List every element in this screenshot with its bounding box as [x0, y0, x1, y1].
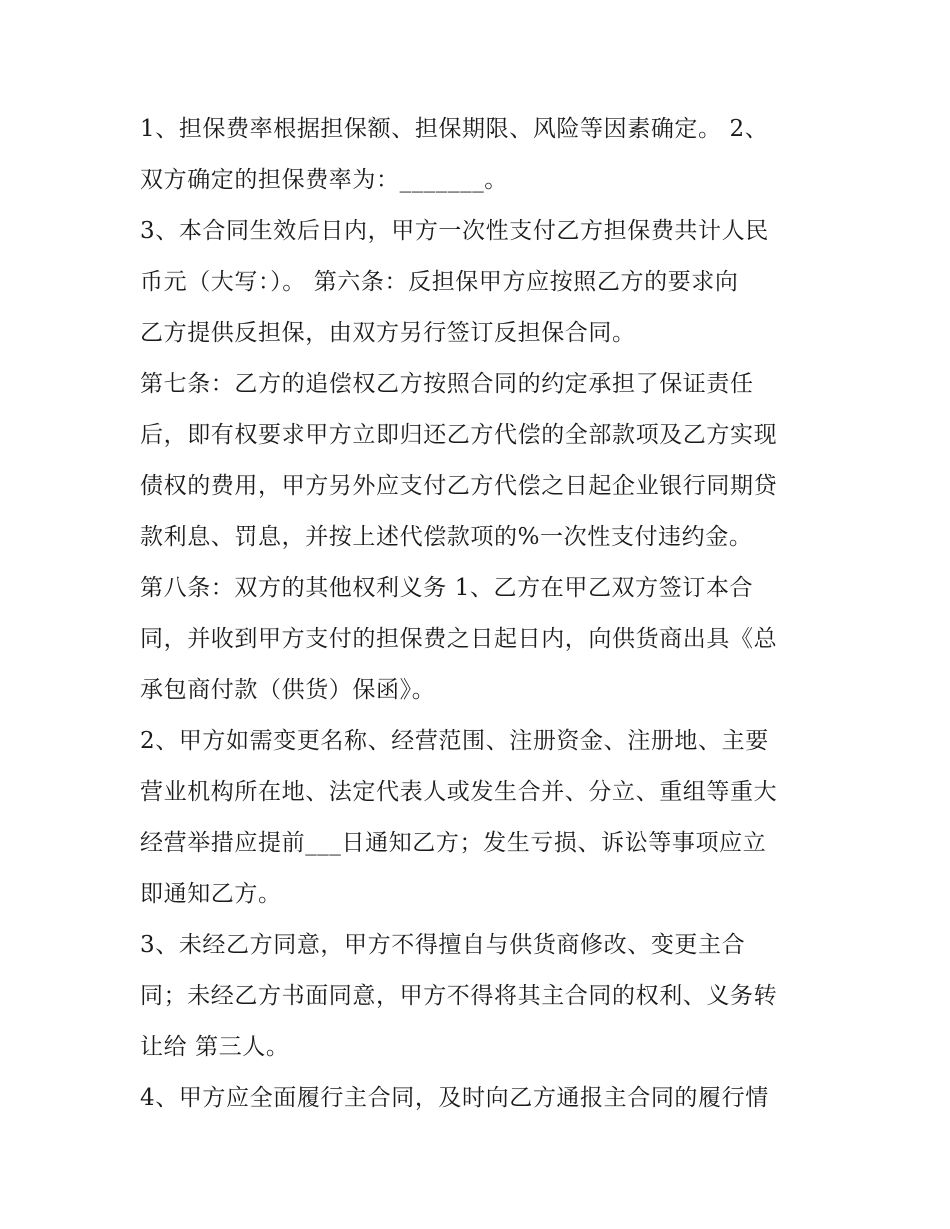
text-line: 款利息、罚息，并按上述代偿款项的%一次性支付违约金。 — [140, 524, 753, 550]
text-line: 同；未经乙方书面同意，甲方不得将其主合同的权利、义务转 — [140, 983, 778, 1009]
text-line: 后，即有权要求甲方立即归还乙方代偿的全部款项及乙方实现 — [140, 422, 778, 448]
text-line: 第八条：双方的其他权利义务 1、乙方在甲乙双方签订本合 — [140, 575, 754, 601]
text-line: 4、甲方应全面履行主合同，及时向乙方通报主合同的履行情 — [140, 1085, 769, 1111]
text-line: 3、未经乙方同意，甲方不得擅自与供货商修改、变更主合 — [140, 932, 746, 958]
text-line: 经营举措应提前___日通知乙方；发生亏损、诉讼等事项应立 — [140, 830, 767, 856]
text-line: 债权的费用，甲方另外应支付乙方代偿之日起企业银行同期贷 — [140, 473, 778, 499]
text-line: 3、本合同生效后日内，甲方一次性支付乙方担保费共计人民 — [140, 218, 769, 244]
text-line: 2、甲方如需变更名称、经营范围、注册资金、注册地、主要 — [140, 728, 769, 754]
text-line: 第七条：乙方的追偿权乙方按照合同的约定承担了保证责任 — [140, 371, 754, 397]
text-line: 乙方提供反担保，由双方另行签订反担保合同。 — [140, 320, 636, 346]
text-line: 1、担保费率根据担保额、担保期限、风险等因素确定。 2、 — [140, 116, 769, 142]
document-body — [140, 104, 820, 1124]
text-line: 同，并收到甲方支付的担保费之日起日内，向供货商出具《总 — [140, 626, 778, 652]
text-line: 币元（大写：）。 第六条：反担保甲方应按照乙方的要求向 — [140, 269, 739, 295]
text-line: 双方确定的担保费率为：_______。 — [140, 167, 508, 193]
text-line: 营业机构所在地、法定代表人或发生合并、分立、重组等重大 — [140, 779, 778, 805]
text-line: 即通知乙方。 — [140, 881, 282, 907]
text-line: 承包商付款（供货）保函》。 — [140, 677, 436, 703]
text-line: 让给 第三人。 — [140, 1034, 290, 1060]
